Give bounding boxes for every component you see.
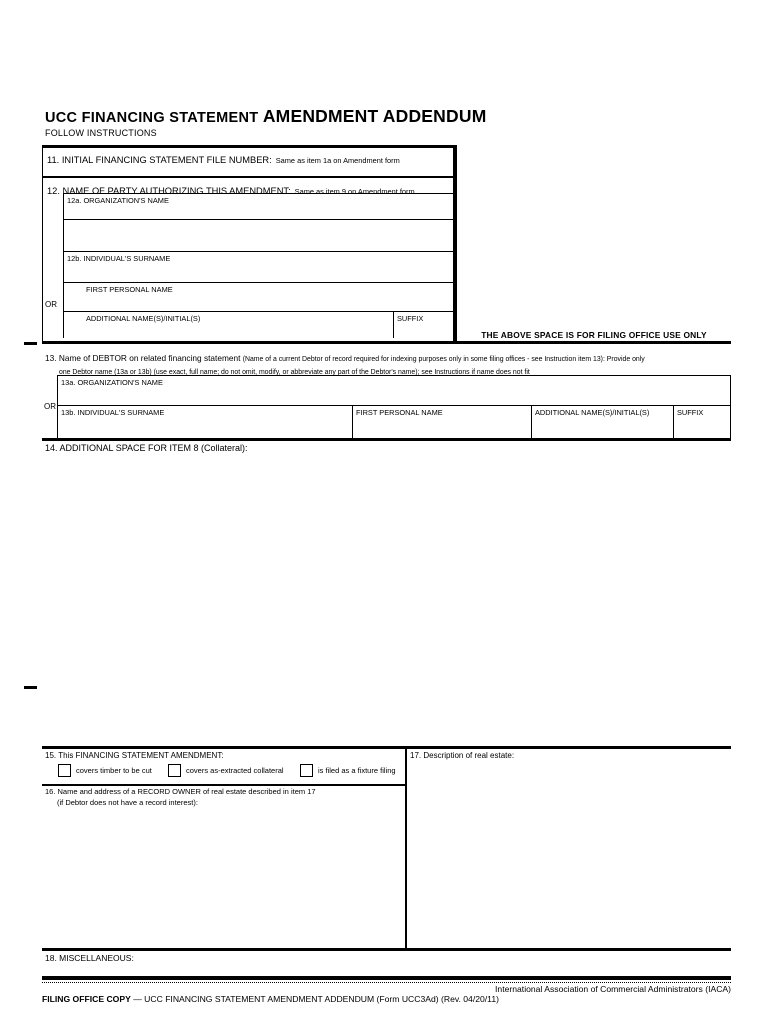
form-title-emphasis: AMENDMENT ADDENDUM (262, 106, 487, 126)
section-13b-row (58, 405, 730, 438)
form-title (45, 106, 486, 127)
checkbox-as-extracted-collateral[interactable] (168, 764, 284, 777)
field-12a-continuation[interactable] (64, 219, 453, 251)
field-13a-label: 13a. ORGANIZATION'S NAME (61, 378, 163, 387)
rule-above-section-14 (42, 438, 731, 441)
footer-copy-rest: — UCC FINANCING STATEMENT AMENDMENT ADDENDUM (Form UCC3Ad) (Rev. 04/20/11) (130, 994, 499, 1004)
section-11-label: 11. INITIAL FINANCING STATEMENT FILE NUMBER: (47, 155, 272, 165)
section-11-note: Same as item 1a on Amendment form (275, 156, 400, 165)
field-17-real-estate-description-space[interactable] (407, 763, 731, 948)
field-13-first-personal-name[interactable] (352, 406, 531, 438)
field-12-additional-label: ADDITIONAL NAME(S)/INITIAL(S) (86, 314, 201, 323)
footer-heavy-rule (42, 976, 731, 980)
checkbox-fixture-label: is filed as a fixture filing (318, 766, 396, 775)
section-13-intro (45, 346, 731, 377)
field-18-miscellaneous-space[interactable] (150, 951, 731, 975)
field-12-additional-names[interactable] (64, 312, 393, 338)
rule-above-section-15 (42, 746, 731, 749)
footer-copy-line (42, 994, 742, 1004)
field-13a-organization-name[interactable] (58, 375, 730, 405)
form-title-prefix: UCC FINANCING STATEMENT (45, 110, 259, 126)
follow-instructions-label: FOLLOW INSTRUCTIONS (45, 128, 157, 138)
checkbox-timber-to-be-cut[interactable] (58, 764, 152, 777)
field-12a-organization-name[interactable] (64, 193, 453, 219)
section-13-one-underlined: one (59, 368, 71, 376)
section-13-or-label: OR (44, 402, 56, 411)
checkbox-as-extracted-label: covers as-extracted collateral (186, 766, 284, 775)
section-13-or-gutter (42, 375, 57, 438)
checkbox-timber-label: covers timber to be cut (76, 766, 152, 775)
section-13-intro-line1 (45, 346, 731, 368)
field-13b-label: 13b. INDIVIDUAL'S SURNAME (61, 408, 165, 417)
field-14-collateral-space[interactable] (42, 456, 731, 744)
field-16-record-owner-space[interactable] (42, 810, 405, 948)
section-16-label-line1: 16. Name and address of a RECORD OWNER of real estate described in item 17 (45, 787, 316, 796)
field-12-first-name-label: FIRST PERSONAL NAME (86, 285, 173, 294)
field-13-first-name-label: FIRST PERSONAL NAME (356, 408, 443, 417)
section-17-label: 17. Description of real estate: (410, 751, 515, 760)
field-12-additional-row (64, 311, 453, 338)
field-13-suffix-label: SUFFIX (677, 408, 704, 417)
checkbox-icon[interactable] (58, 764, 71, 777)
registration-tick-top (24, 342, 37, 345)
field-11-initial-file-number[interactable] (43, 148, 453, 178)
section-15-label: 15. This FINANCING STATEMENT AMENDMENT: (45, 751, 224, 760)
section-13-note: (Name of a current Debtor of record required for indexing purposes only in some filing offices - see Instruction item 13): Provide only (242, 356, 645, 363)
section-13-box (42, 375, 731, 438)
field-13b-individual-surname[interactable] (58, 406, 352, 438)
field-13-suffix[interactable] (673, 406, 730, 438)
section-11-12-box (42, 145, 457, 341)
section-18-label: 18. MISCELLANEOUS: (45, 953, 134, 963)
section-12-or-gutter (43, 193, 63, 338)
registration-tick-middle (24, 686, 37, 689)
field-12-first-personal-name[interactable] (64, 282, 453, 311)
section-16-label-line2: (if Debtor does not have a record interest): (57, 798, 198, 807)
section-13-rows (57, 375, 731, 438)
field-12-suffix-label: SUFFIX (397, 314, 424, 323)
section-13-label: 13. Name of DEBTOR on related financing statement (45, 353, 243, 363)
footer-dotted-rule (42, 982, 731, 983)
section-12-label: 12. NAME OF PARTY AUTHORIZING THIS AMENDMENT: (47, 185, 291, 196)
footer-copy-bold: FILING OFFICE COPY (42, 994, 131, 1004)
section-12-rows (63, 193, 453, 338)
footer-association: International Association of Commercial Administrators (IACA) (495, 984, 731, 994)
section-12-or-label: OR (45, 300, 57, 309)
field-13-additional-names[interactable] (531, 406, 673, 438)
field-12b-individual-surname[interactable] (64, 251, 453, 282)
field-12-suffix[interactable] (393, 312, 453, 338)
field-12b-label: 12b. INDIVIDUAL'S SURNAME (67, 254, 171, 263)
section-12-header (43, 178, 453, 196)
checkbox-fixture-filing[interactable] (300, 764, 396, 777)
section-14-label: 14. ADDITIONAL SPACE FOR ITEM 8 (Collateral): (45, 443, 248, 453)
field-12a-label: 12a. ORGANIZATION'S NAME (67, 196, 169, 205)
checkbox-icon[interactable] (300, 764, 313, 777)
checkbox-icon[interactable] (168, 764, 181, 777)
field-13-additional-label: ADDITIONAL NAME(S)/INITIAL(S) (535, 408, 650, 417)
filing-office-use-note: THE ABOVE SPACE IS FOR FILING OFFICE USE ONLY (481, 330, 707, 340)
section-12-note: Same as item 9 on Amendment form (294, 186, 415, 196)
rule-above-section-16 (42, 784, 406, 786)
rule-above-section-13 (42, 341, 731, 344)
section-13-line2-rest: Debtor name (13a or 13b) (use exact, full name; do not omit, modify, or abbreviate any part of the Debtor's name); see Instructions if name does not fit (70, 368, 530, 376)
section-12-grid (43, 193, 453, 338)
